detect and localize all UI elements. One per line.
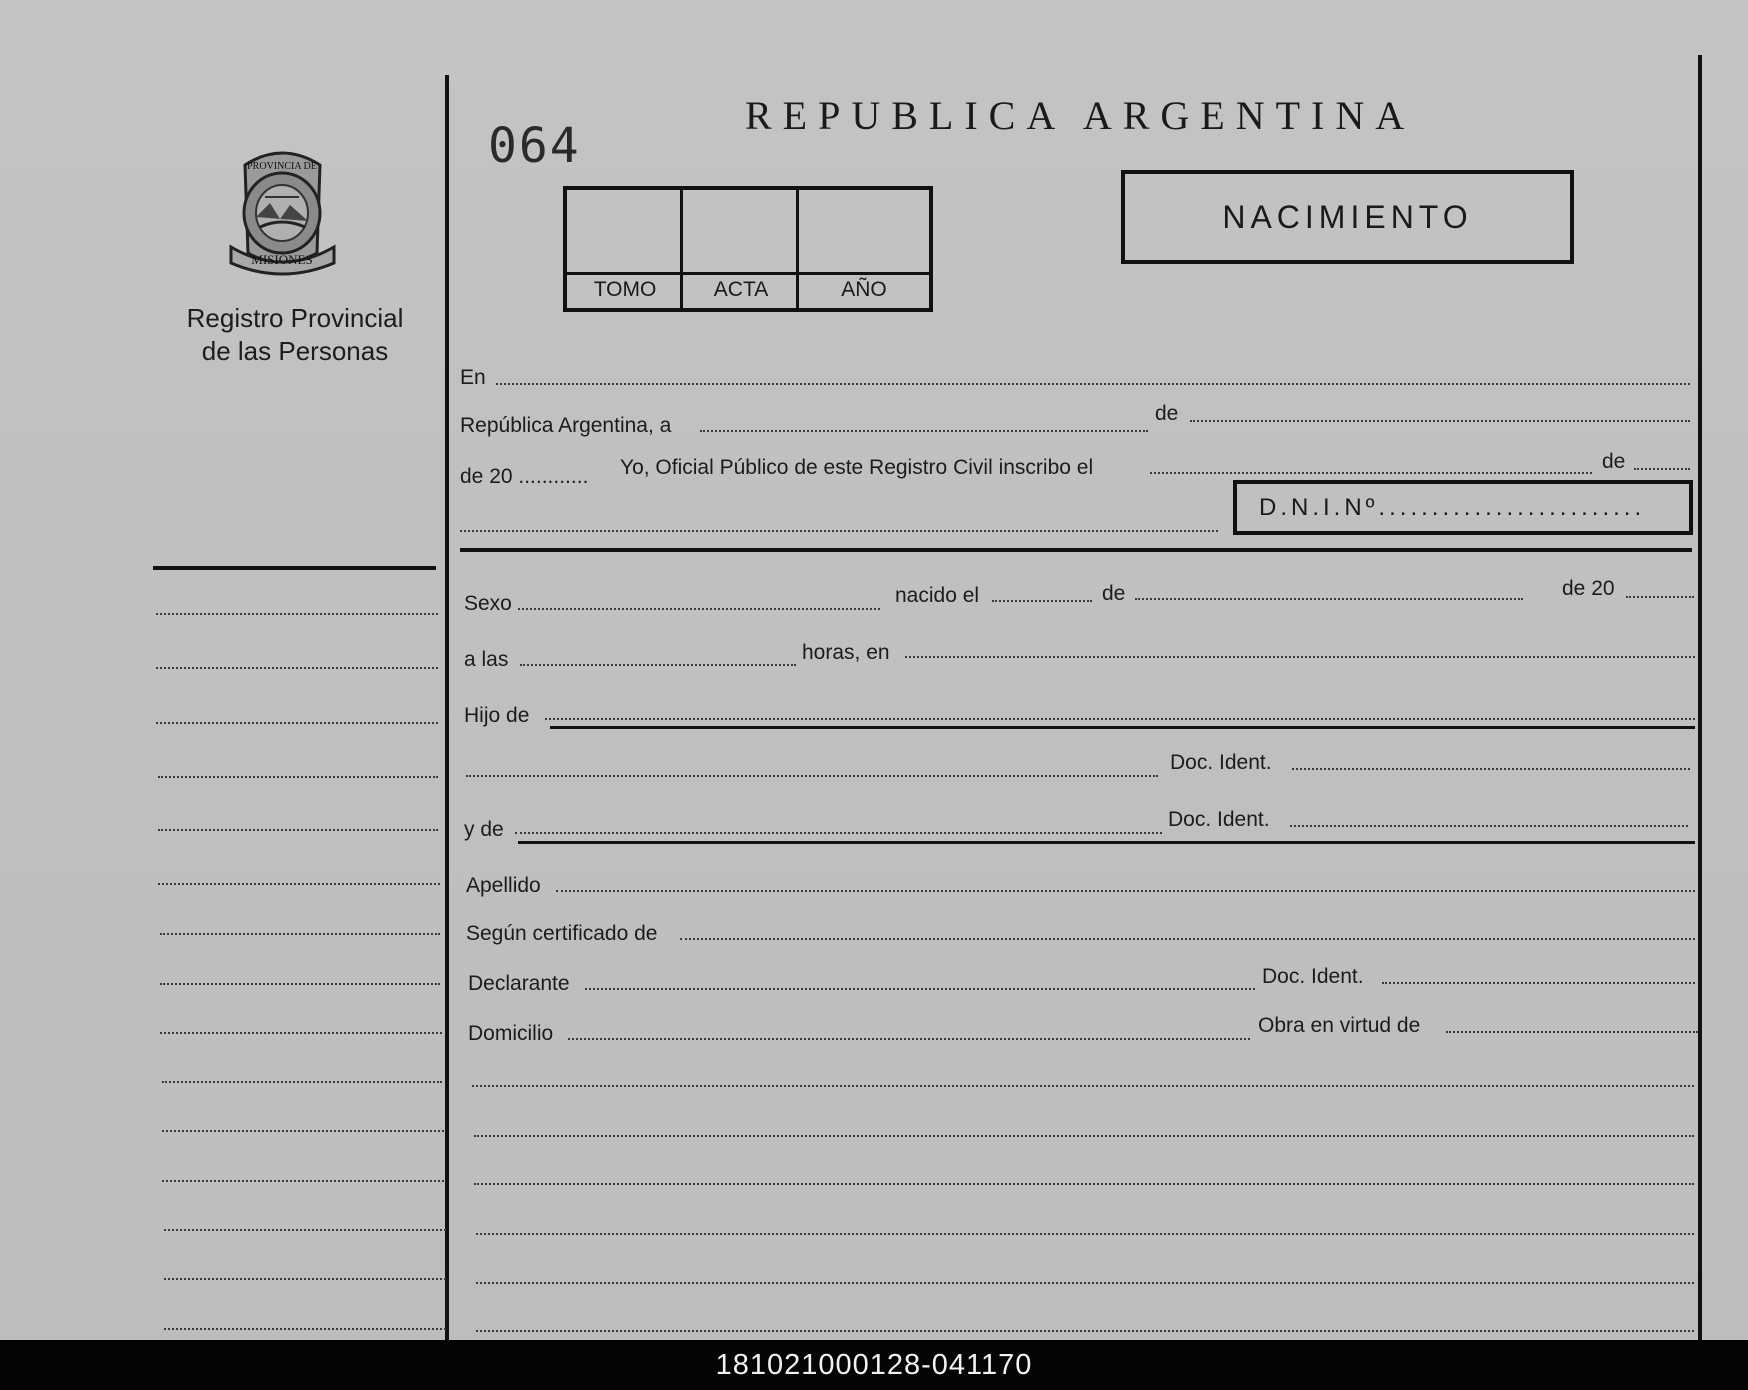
margin-line-11[interactable] bbox=[162, 1130, 444, 1132]
margin-line-6[interactable] bbox=[158, 883, 440, 885]
sexo-field[interactable] bbox=[518, 608, 880, 610]
obra-en-virtud-label: Obra en virtud de bbox=[1258, 1014, 1421, 1037]
margin-line-10[interactable] bbox=[162, 1081, 442, 1083]
left-margin-rule bbox=[153, 566, 436, 570]
de-label-3: de bbox=[1102, 582, 1126, 605]
year-label: de 20 ............ bbox=[460, 465, 589, 488]
barcode-footer: 181021000128-041170 bbox=[0, 1340, 1748, 1390]
apellido-field[interactable] bbox=[556, 890, 1695, 892]
serial-number: 064 bbox=[488, 118, 581, 174]
observation-line-2[interactable] bbox=[474, 1135, 1694, 1137]
hour-field[interactable] bbox=[520, 664, 796, 666]
observation-line-6[interactable] bbox=[476, 1330, 1694, 1332]
provincial-seal-icon bbox=[225, 145, 340, 280]
hijo-de-label: Hijo de bbox=[464, 704, 530, 727]
right-border-line bbox=[1698, 55, 1702, 1340]
parent-1-field[interactable] bbox=[545, 718, 1695, 720]
registry-name bbox=[150, 302, 440, 368]
margin-line-2[interactable] bbox=[156, 667, 438, 669]
svg-text:PROVINCIA DE: PROVINCIA DE bbox=[247, 161, 317, 172]
declarante-label: Declarante bbox=[468, 972, 570, 995]
dni-box[interactable]: D.N.I.Nº......................... bbox=[1233, 480, 1693, 535]
margin-line-15[interactable] bbox=[164, 1328, 446, 1330]
tomo-label: TOMO bbox=[593, 278, 657, 301]
act-type-box: NACIMIENTO bbox=[1121, 170, 1574, 264]
left-column-divider bbox=[445, 75, 449, 1340]
margin-line-14[interactable] bbox=[164, 1278, 446, 1280]
segun-certificado-label: Según certificado de bbox=[466, 922, 658, 945]
sexo-label: Sexo bbox=[464, 592, 512, 615]
name-field[interactable] bbox=[460, 530, 1218, 532]
republica-date-field[interactable] bbox=[700, 430, 1148, 432]
margin-line-13[interactable] bbox=[164, 1229, 446, 1231]
margin-line-9[interactable] bbox=[160, 1032, 442, 1034]
svg-text:MISIONES: MISIONES bbox=[251, 252, 313, 267]
observation-line-4[interactable] bbox=[476, 1233, 1694, 1235]
registry-name-line2: de las Personas bbox=[201, 336, 389, 366]
observation-line-1[interactable] bbox=[472, 1085, 1694, 1087]
doc-ident-label-2: Doc. Ident. bbox=[1168, 808, 1270, 831]
de-label-2: de bbox=[1602, 450, 1626, 473]
margin-line-5[interactable] bbox=[158, 829, 438, 831]
y-de-label: y de bbox=[464, 818, 504, 841]
section-divider bbox=[460, 548, 1692, 552]
place-field[interactable] bbox=[905, 656, 1695, 658]
margin-line-8[interactable] bbox=[160, 983, 440, 985]
domicilio-field[interactable] bbox=[568, 1038, 1250, 1040]
anio-label: AÑO bbox=[841, 278, 887, 301]
observation-line-3[interactable] bbox=[474, 1183, 1694, 1185]
en-label: En bbox=[460, 366, 486, 389]
declarante-field[interactable] bbox=[585, 988, 1255, 990]
oficial-label: Yo, Oficial Público de este Registro Civil inscribo el bbox=[620, 456, 1094, 479]
parent-2-rule bbox=[518, 841, 1695, 844]
country-title: REPUBLICA ARGENTINA bbox=[745, 93, 1416, 138]
doc-ident-field-2[interactable] bbox=[1290, 825, 1688, 827]
margin-line-12[interactable] bbox=[162, 1180, 444, 1182]
month-field[interactable] bbox=[1190, 420, 1690, 422]
margin-line-7[interactable] bbox=[160, 933, 440, 935]
nacido-el-label: nacido el bbox=[895, 584, 980, 607]
horas-en-label: horas, en bbox=[802, 641, 890, 664]
domicilio-label: Domicilio bbox=[468, 1022, 554, 1045]
birth-day-field[interactable] bbox=[992, 600, 1092, 602]
a-las-label: a las bbox=[464, 648, 509, 671]
registry-name-line1: Registro Provincial bbox=[186, 303, 404, 333]
inscribed-field[interactable] bbox=[1150, 472, 1592, 474]
register-reference-box bbox=[563, 186, 933, 312]
doc-ident-field-1[interactable] bbox=[1292, 768, 1690, 770]
certificado-field[interactable] bbox=[680, 938, 1695, 940]
parent-2-field[interactable] bbox=[515, 832, 1162, 834]
birth-month-field[interactable] bbox=[1135, 598, 1523, 600]
doc-ident-label-3: Doc. Ident. bbox=[1262, 965, 1364, 988]
de-field-2[interactable] bbox=[1634, 468, 1690, 470]
year-label-2: de 20 bbox=[1562, 577, 1615, 600]
margin-line-3[interactable] bbox=[156, 722, 438, 724]
obra-field[interactable] bbox=[1446, 1031, 1698, 1033]
apellido-label: Apellido bbox=[466, 874, 541, 897]
en-field[interactable] bbox=[496, 383, 1690, 385]
doc-ident-label-1: Doc. Ident. bbox=[1170, 751, 1272, 774]
margin-line-4[interactable] bbox=[158, 776, 438, 778]
parent-1-rule bbox=[550, 726, 1695, 729]
parent-1-name-field[interactable] bbox=[466, 775, 1158, 777]
birth-year-field[interactable] bbox=[1626, 596, 1694, 598]
margin-line-1[interactable] bbox=[156, 613, 438, 615]
observation-line-5[interactable] bbox=[476, 1282, 1694, 1284]
de-label-1: de bbox=[1155, 402, 1179, 425]
doc-ident-field-3[interactable] bbox=[1382, 982, 1695, 984]
republica-label: República Argentina, a bbox=[460, 414, 672, 437]
acta-label: ACTA bbox=[713, 278, 769, 301]
